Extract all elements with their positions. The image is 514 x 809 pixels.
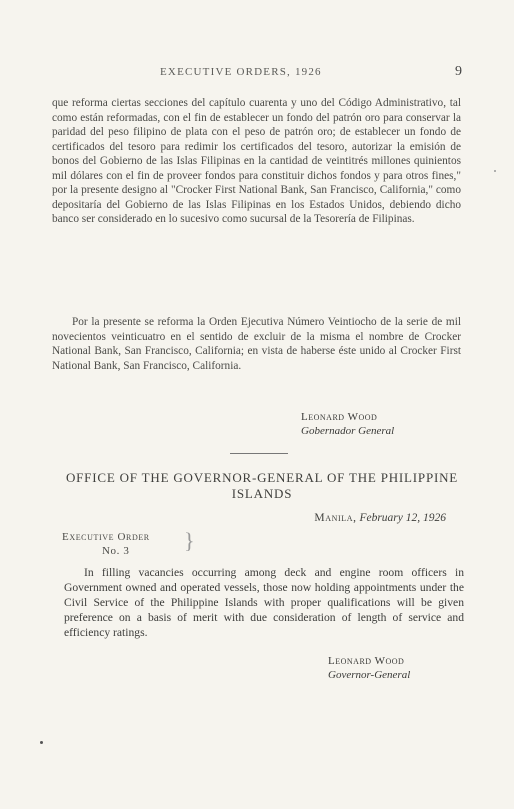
ink-spot-icon xyxy=(40,741,43,744)
order-1-paragraph-1 xyxy=(52,96,461,227)
executive-order-title: Executive Order xyxy=(62,531,150,543)
running-title: EXECUTIVE ORDERS, 1926 xyxy=(160,66,322,78)
order-1-signature-name: Leonard Wood xyxy=(301,411,378,423)
brace-icon: } xyxy=(184,528,195,553)
office-title: OFFICE OF THE GOVERNOR-GENERAL OF THE PHILIPPINE ISLANDS xyxy=(65,470,459,501)
running-head xyxy=(52,64,462,80)
date: February 12, 1926 xyxy=(359,512,446,524)
order-1-signature xyxy=(301,410,394,438)
order-1-paragraph-2 xyxy=(52,315,461,373)
order-2-signature-role: Governor-General xyxy=(328,669,411,681)
page-number: 9 xyxy=(455,64,462,79)
order-1-signature-role: Gobernador General xyxy=(301,425,395,437)
executive-order-number: No. 3 xyxy=(102,545,130,557)
section-divider xyxy=(230,453,288,454)
place-date xyxy=(314,512,446,524)
ink-speck-icon xyxy=(494,170,496,172)
order-2-paragraph-text: In filling vacancies occurring among deck and engine room officers in Government owned and operated vessels, those now holding appointments under the Civil Service of the Philippine Islands with proper qualifications will be given preference on a basis of merit with due consideration of length of service and efficiency ratings. xyxy=(64,566,464,639)
place: Manila, xyxy=(314,512,357,524)
order-2-signature-name: Leonard Wood xyxy=(328,655,405,667)
executive-order-label xyxy=(62,530,150,558)
order-2-paragraph xyxy=(64,565,464,640)
order-1-paragraph-2-text: Por la presente se reforma la Orden Ejecutiva Número Veintiocho de la serie de mil novecientos veinticuatro en el sentido de excluir de la misma el nombre de Crocker National Bank, San Francisco, California; en vista de haberse éste unido al Crocker First National Bank, San Francisco, California. xyxy=(52,316,461,372)
order-1-paragraph-1-text: que reforma ciertas secciones del capítulo cuarenta y uno del Código Administrativo, tal como están reformadas, con el fin de establecer un fondo del patrón oro para conservar la paridad del peso filipino de plata con el peso de patrón oro; de establecer un fondo de certificados del tesoro para redimir los certificados del tesoro, autorizar la emisión de bonos del Gobierno de las Islas Filipinas en la cantidad de veintitrés millones quinientos mil dólares con el fin de proveer fondos para constituir dichos fondos y para otros fines," por la presente designo al "Crocker First National Bank, San Francisco, California," como depositaría del Gobierno de las Islas Filipinas en los Estados Unidos, debiendo dicho banco ser considerado en lo sucesivo como sucursal de la Tesorería de Filipinas. xyxy=(52,97,461,225)
order-2-signature xyxy=(328,654,410,682)
